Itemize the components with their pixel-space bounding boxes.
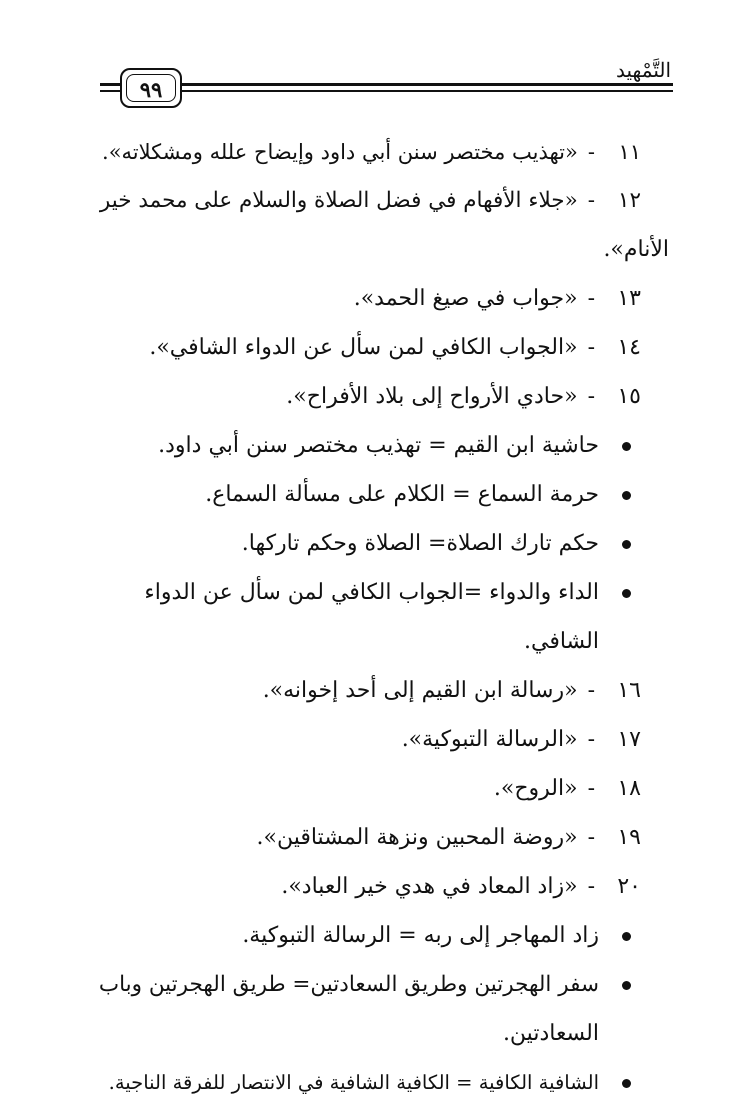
item-number: ١٤ — [617, 335, 641, 360]
bullet-item — [100, 1061, 641, 1105]
bullet-dot-icon — [622, 981, 631, 990]
item-title: «زاد المعاد في هدي خير العباد». — [281, 874, 578, 899]
bullet-text: الداء والدواء =الجواب الكافي لمن سأل عن الدواء — [144, 580, 599, 605]
bullet-dot-icon — [622, 491, 631, 500]
item-number: ١٨ — [617, 776, 641, 801]
item-number: ١٣ — [617, 286, 641, 311]
item-continuation: الأنام». — [603, 237, 669, 262]
item-dash: - — [587, 335, 595, 360]
bullet-dot-icon — [622, 589, 631, 598]
item-number: ١٢ — [617, 188, 641, 213]
bullet-text: زاد المهاجر إلى ربه = الرسالة التبوكية. — [242, 923, 599, 948]
item-dash: - — [587, 678, 595, 703]
list-item — [100, 130, 641, 174]
item-number: ١٦ — [617, 678, 641, 703]
bullet-continuation: الشافي. — [524, 629, 599, 654]
bullet-dot-icon — [622, 442, 631, 451]
list-item — [100, 326, 641, 370]
item-number: ٢٠ — [617, 874, 641, 899]
item-dash: - — [587, 727, 595, 752]
bullet-item — [100, 914, 641, 958]
list-item — [100, 669, 641, 713]
list-item — [100, 179, 641, 223]
header-rule-thin — [100, 90, 673, 92]
header-rule — [100, 83, 673, 86]
item-title: «الجواب الكافي لمن سأل عن الدواء الشافي». — [149, 335, 578, 360]
bullet-dot-icon — [622, 932, 631, 941]
list-item — [100, 816, 641, 860]
list-item — [100, 718, 641, 762]
item-title: «حادي الأرواح إلى بلاد الأفراح». — [286, 384, 578, 409]
bullet-text: الشافية الكافية = الكافية الشافية في الانتصار للفرقة الناجية. — [108, 1071, 599, 1094]
item-number: ١٧ — [617, 727, 641, 752]
bullet-item — [100, 424, 641, 468]
running-title: التَّمْهِيد — [616, 58, 671, 82]
bullet-dot-icon — [622, 540, 631, 549]
item-number: ١١ — [618, 140, 641, 164]
bullet-text: حرمة السماع = الكلام على مسألة السماع. — [205, 482, 599, 507]
list-item — [100, 277, 641, 321]
page-content — [98, 130, 669, 1110]
item-number: ١٥ — [617, 384, 641, 409]
list-item — [100, 767, 641, 811]
page-number-frame — [120, 68, 182, 108]
item-dash: - — [587, 286, 595, 311]
item-title: «جلاء الأفهام في فضل الصلاة والسلام على محمد خير — [99, 188, 578, 213]
item-title: «تهذيب مختصر سنن أبي داود وإيضاح علله ومشكلاته». — [102, 140, 578, 164]
item-dash: - — [587, 140, 595, 164]
bullet-text: حكم تارك الصلاة= الصلاة وحكم تاركها. — [241, 531, 599, 556]
item-title: «رسالة ابن القيم إلى أحد إخوانه». — [262, 678, 578, 703]
list-item — [100, 375, 641, 419]
bullet-item — [100, 522, 641, 566]
list-item — [100, 865, 641, 909]
item-title: «جواب في صيغ الحمد». — [353, 286, 578, 311]
bullet-item — [100, 473, 641, 517]
item-title: «روضة المحبين ونزهة المشتاقين». — [256, 825, 578, 850]
bullet-dot-icon — [622, 1079, 631, 1088]
bullet-text: حاشية ابن القيم = تهذيب مختصر سنن أبي داود. — [158, 433, 599, 458]
page-number: ٩٩ — [139, 77, 163, 102]
item-dash: - — [587, 188, 595, 213]
item-dash: - — [587, 776, 595, 801]
item-title: «الروح». — [493, 776, 578, 801]
item-dash: - — [587, 874, 595, 899]
bullet-text: سفر الهجرتين وطريق السعادتين= طريق الهجرتين وباب — [98, 972, 599, 997]
bullet-item — [100, 571, 641, 615]
item-dash: - — [587, 384, 595, 409]
bullet-item — [100, 963, 641, 1007]
bullet-continuation: السعادتين. — [502, 1021, 599, 1046]
item-title: «الرسالة التبوكية». — [401, 727, 578, 752]
item-dash: - — [587, 825, 595, 850]
item-number: ١٩ — [617, 825, 641, 850]
